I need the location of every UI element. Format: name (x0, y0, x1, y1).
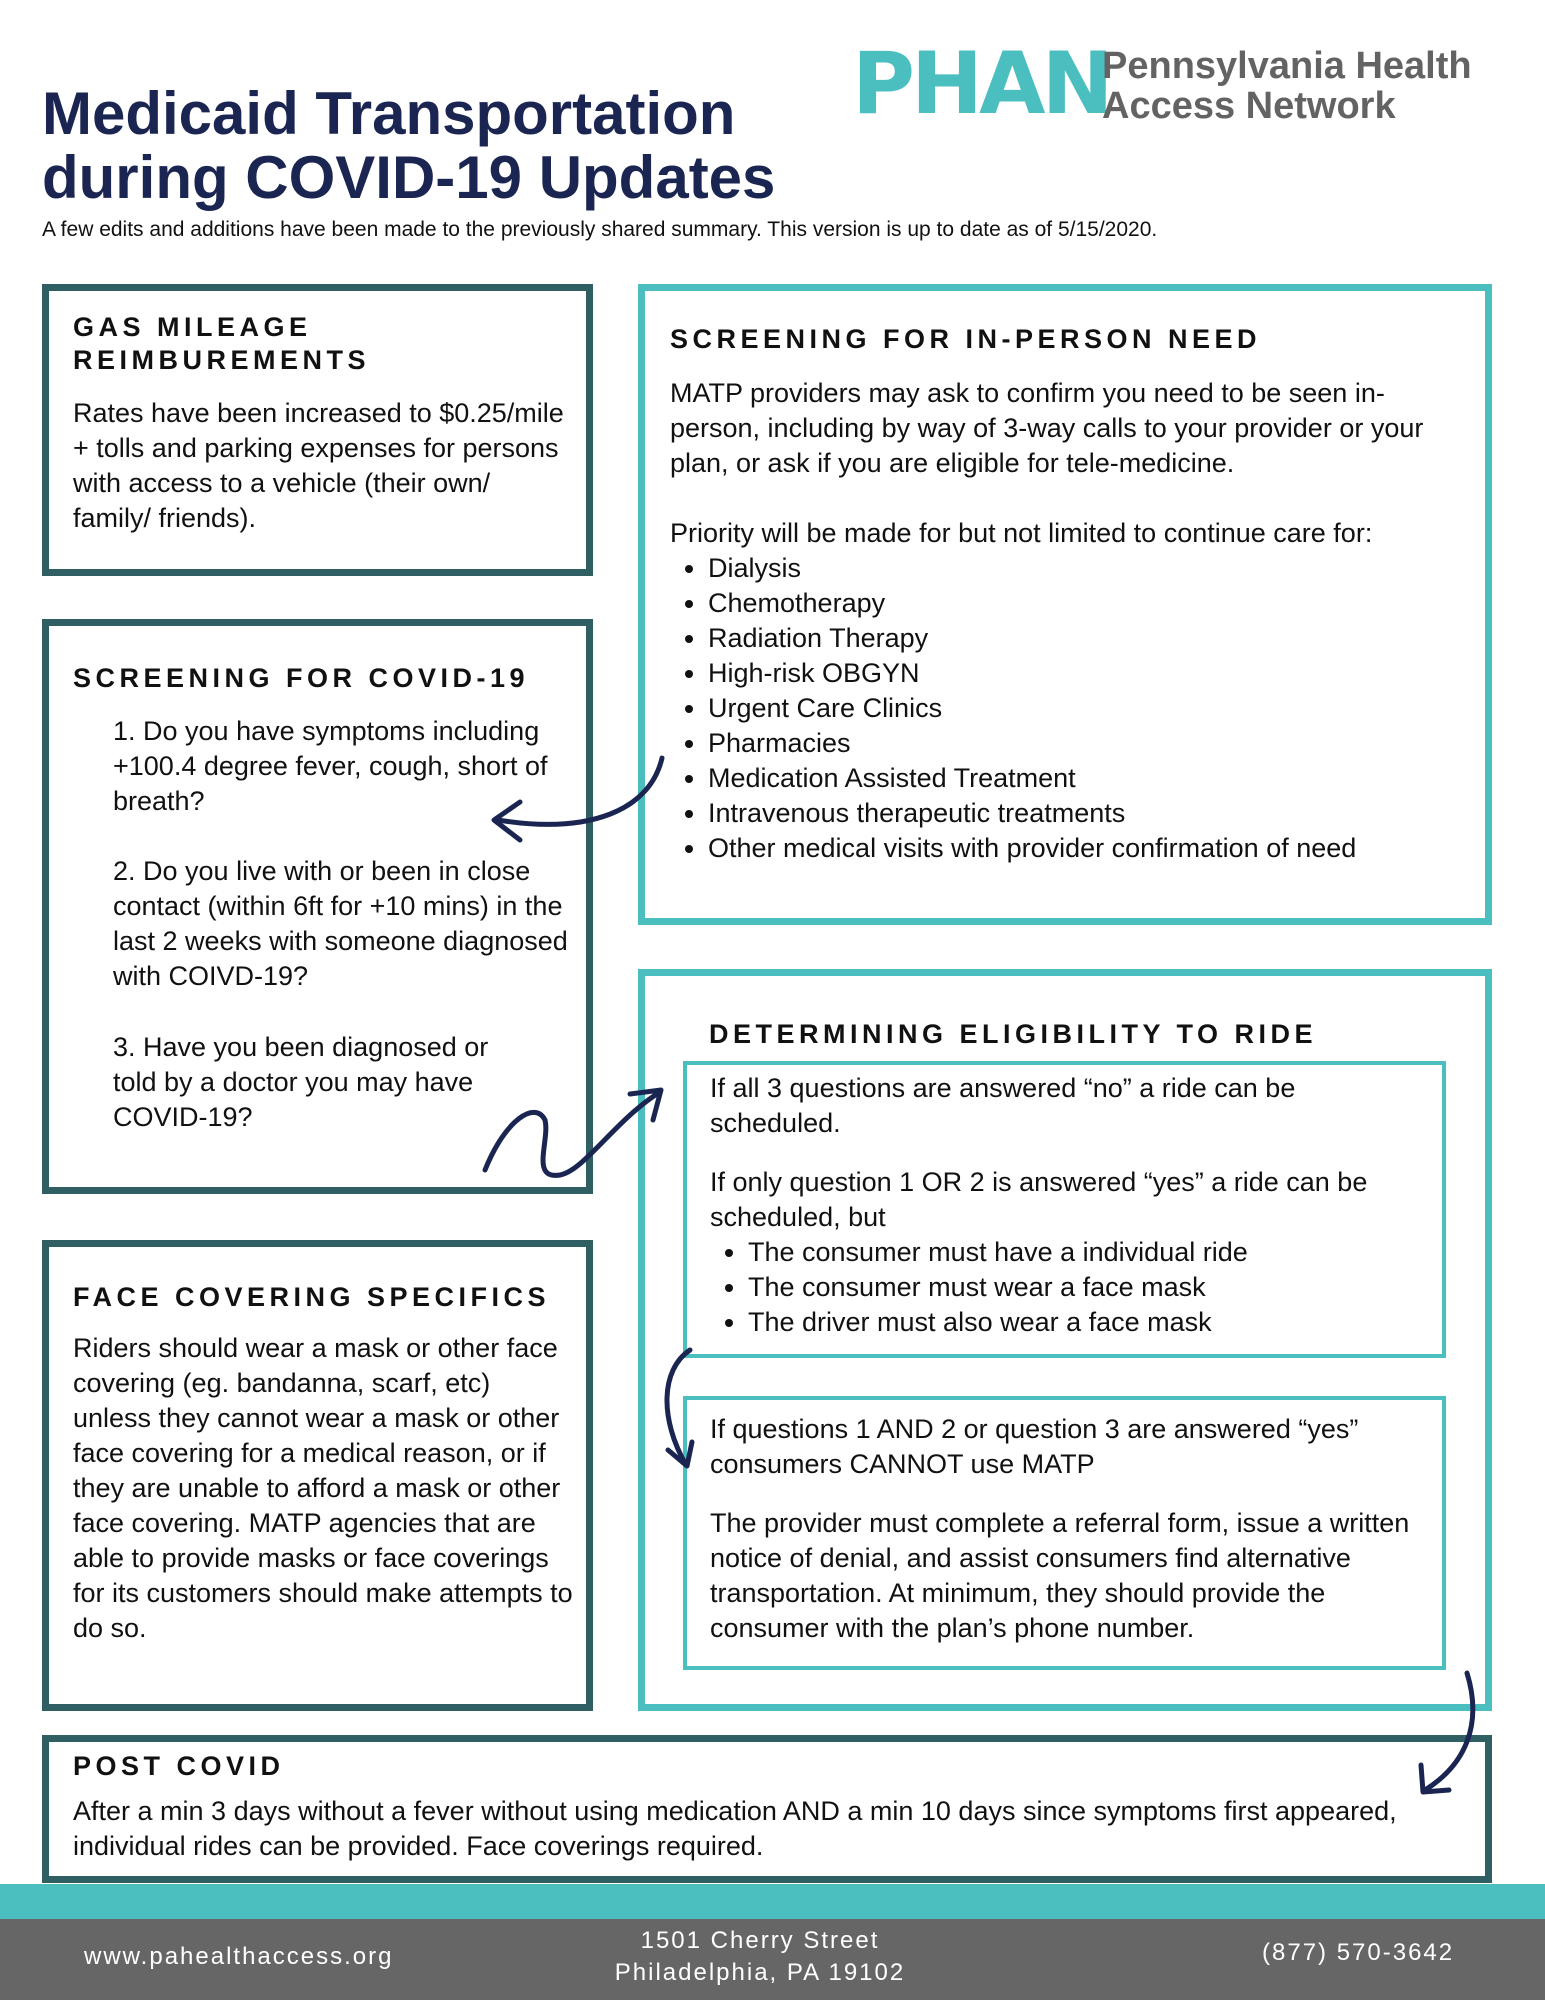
eligibility-heading: DETERMINING ELIGIBILITY TO RIDE (709, 1019, 1318, 1049)
footer-accent-band (0, 1884, 1545, 1919)
priority-text: Priority will be made for but not limited to continue care for: (670, 518, 1373, 548)
arrow-to-screening-covid-icon (480, 740, 680, 860)
covid-question-3: 3. Have you been diagnosed or told by a doctor you may have COVID-19? (113, 1032, 489, 1132)
post-covid-box (42, 1735, 1492, 1883)
gas-mileage-heading: GAS MILEAGE REIMBUREMENTS (73, 312, 371, 375)
face-covering-text: Riders should wear a mask or other face covering (eg. bandanna, scarf, etc) unless they cannot wear a mask or other face covering for a medical reason, or if they are unable to afford a mask or other face covering. MATP agencies that are able to provide masks or face coverings for its customers should make attempts to do so. (73, 1333, 573, 1643)
covid-question-1: 1. Do you have symptoms including +100.4 degree fever, cough, short of breath? (113, 716, 548, 816)
phan-logo (852, 34, 1492, 134)
priority-item: • Medication Assisted Treatment (708, 761, 1498, 796)
footer-address-line-1: 1501 Cherry Street (640, 1927, 880, 1954)
only-one-or-two-text: If only question 1 OR 2 is answered “yes” a ride can be scheduled, but (710, 1167, 1368, 1232)
priority-list (670, 551, 1498, 866)
cannot-use-text: If questions 1 AND 2 or question 3 are answered “yes” consumers CANNOT use MATP (710, 1414, 1359, 1479)
priority-item: • Chemotherapy (708, 586, 1498, 621)
post-covid-heading: POST COVID (73, 1751, 285, 1781)
logo-name (1102, 46, 1472, 126)
priority-item: • Other medical visits with provider confirmation of need (708, 831, 1498, 866)
eligibility-yes-box (683, 1061, 1446, 1358)
logo-mark: PHAN (852, 34, 1110, 134)
logo-name-line-1: Pennsylvania Health (1102, 45, 1472, 87)
ride-condition-item: • The driver must also wear a face mask (748, 1305, 1468, 1340)
post-covid-text: After a min 3 days without a fever without using medication AND a min 10 days since symptoms first appeared, individual rides can be provided. Face coverings required. (73, 1796, 1397, 1861)
screening-covid-heading: SCREENING FOR COVID-19 (73, 663, 530, 693)
footer-address (600, 1925, 920, 1989)
priority-item: • Urgent Care Clinics (708, 691, 1498, 726)
title-line-2: during COVID-19 Updates (42, 144, 776, 211)
title-line-1: Medicaid Transportation (42, 80, 736, 147)
footer-website-link[interactable]: www.pahealthaccess.org (84, 1943, 394, 1970)
arrow-to-post-covid-icon (1405, 1665, 1495, 1805)
all-no-text: If all 3 questions are answered “no” a ride can be scheduled. (710, 1073, 1296, 1138)
squiggle-arrow-to-eligibility-icon (475, 1080, 675, 1190)
logo-name-line-2: Access Network (1102, 85, 1396, 127)
in-person-heading: SCREENING FOR IN-PERSON NEED (670, 324, 1262, 354)
priority-item: • Radiation Therapy (708, 621, 1498, 656)
ride-condition-item: • The consumer must have a individual ride (748, 1235, 1468, 1270)
ride-condition-item: • The consumer must wear a face mask (748, 1270, 1468, 1305)
priority-item: • Pharmacies (708, 726, 1498, 761)
page-title (42, 82, 775, 210)
eligibility-no-box (683, 1396, 1446, 1670)
arrow-down-to-cannot-box-icon (650, 1340, 710, 1480)
face-covering-box (42, 1240, 593, 1711)
priority-item: • Dialysis (708, 551, 1498, 586)
footer-address-line-2: Philadelphia, PA 19102 (614, 1959, 906, 1986)
footer (0, 1919, 1545, 2000)
in-person-intro: MATP providers may ask to confirm you need to be seen in-person, including by way of 3-way calls to your provider or your plan, or ask if you are eligible for tele-medicine. (670, 378, 1424, 478)
priority-item: • Intravenous therapeutic treatments (708, 796, 1498, 831)
provider-must-text: The provider must complete a referral form, issue a written notice of denial, and assist consumers find alternative transportation. At minimum, they should provide the consumer with the plan’s phone number. (710, 1508, 1410, 1643)
face-covering-heading: FACE COVERING SPECIFICS (73, 1282, 551, 1312)
footer-phone[interactable]: (877) 570-3642 (1262, 1939, 1455, 1966)
covid-question-2: 2. Do you live with or been in close contact (within 6ft for +10 mins) in the last 2 weeks with someone diagnosed with COIVD-19? (113, 856, 568, 991)
ride-conditions-list (710, 1235, 1468, 1340)
in-person-need-box (638, 284, 1492, 925)
priority-item: • High-risk OBGYN (708, 656, 1498, 691)
gas-mileage-text: Rates have been increased to $0.25/mile + tolls and parking expenses for persons with access to a vehicle (their own/ family/ friends). (73, 398, 564, 533)
gas-mileage-box (42, 284, 593, 576)
page-subtitle: A few edits and additions have been made to the previously shared summary. This version is up to date as of 5/15/2020. (42, 218, 1158, 241)
